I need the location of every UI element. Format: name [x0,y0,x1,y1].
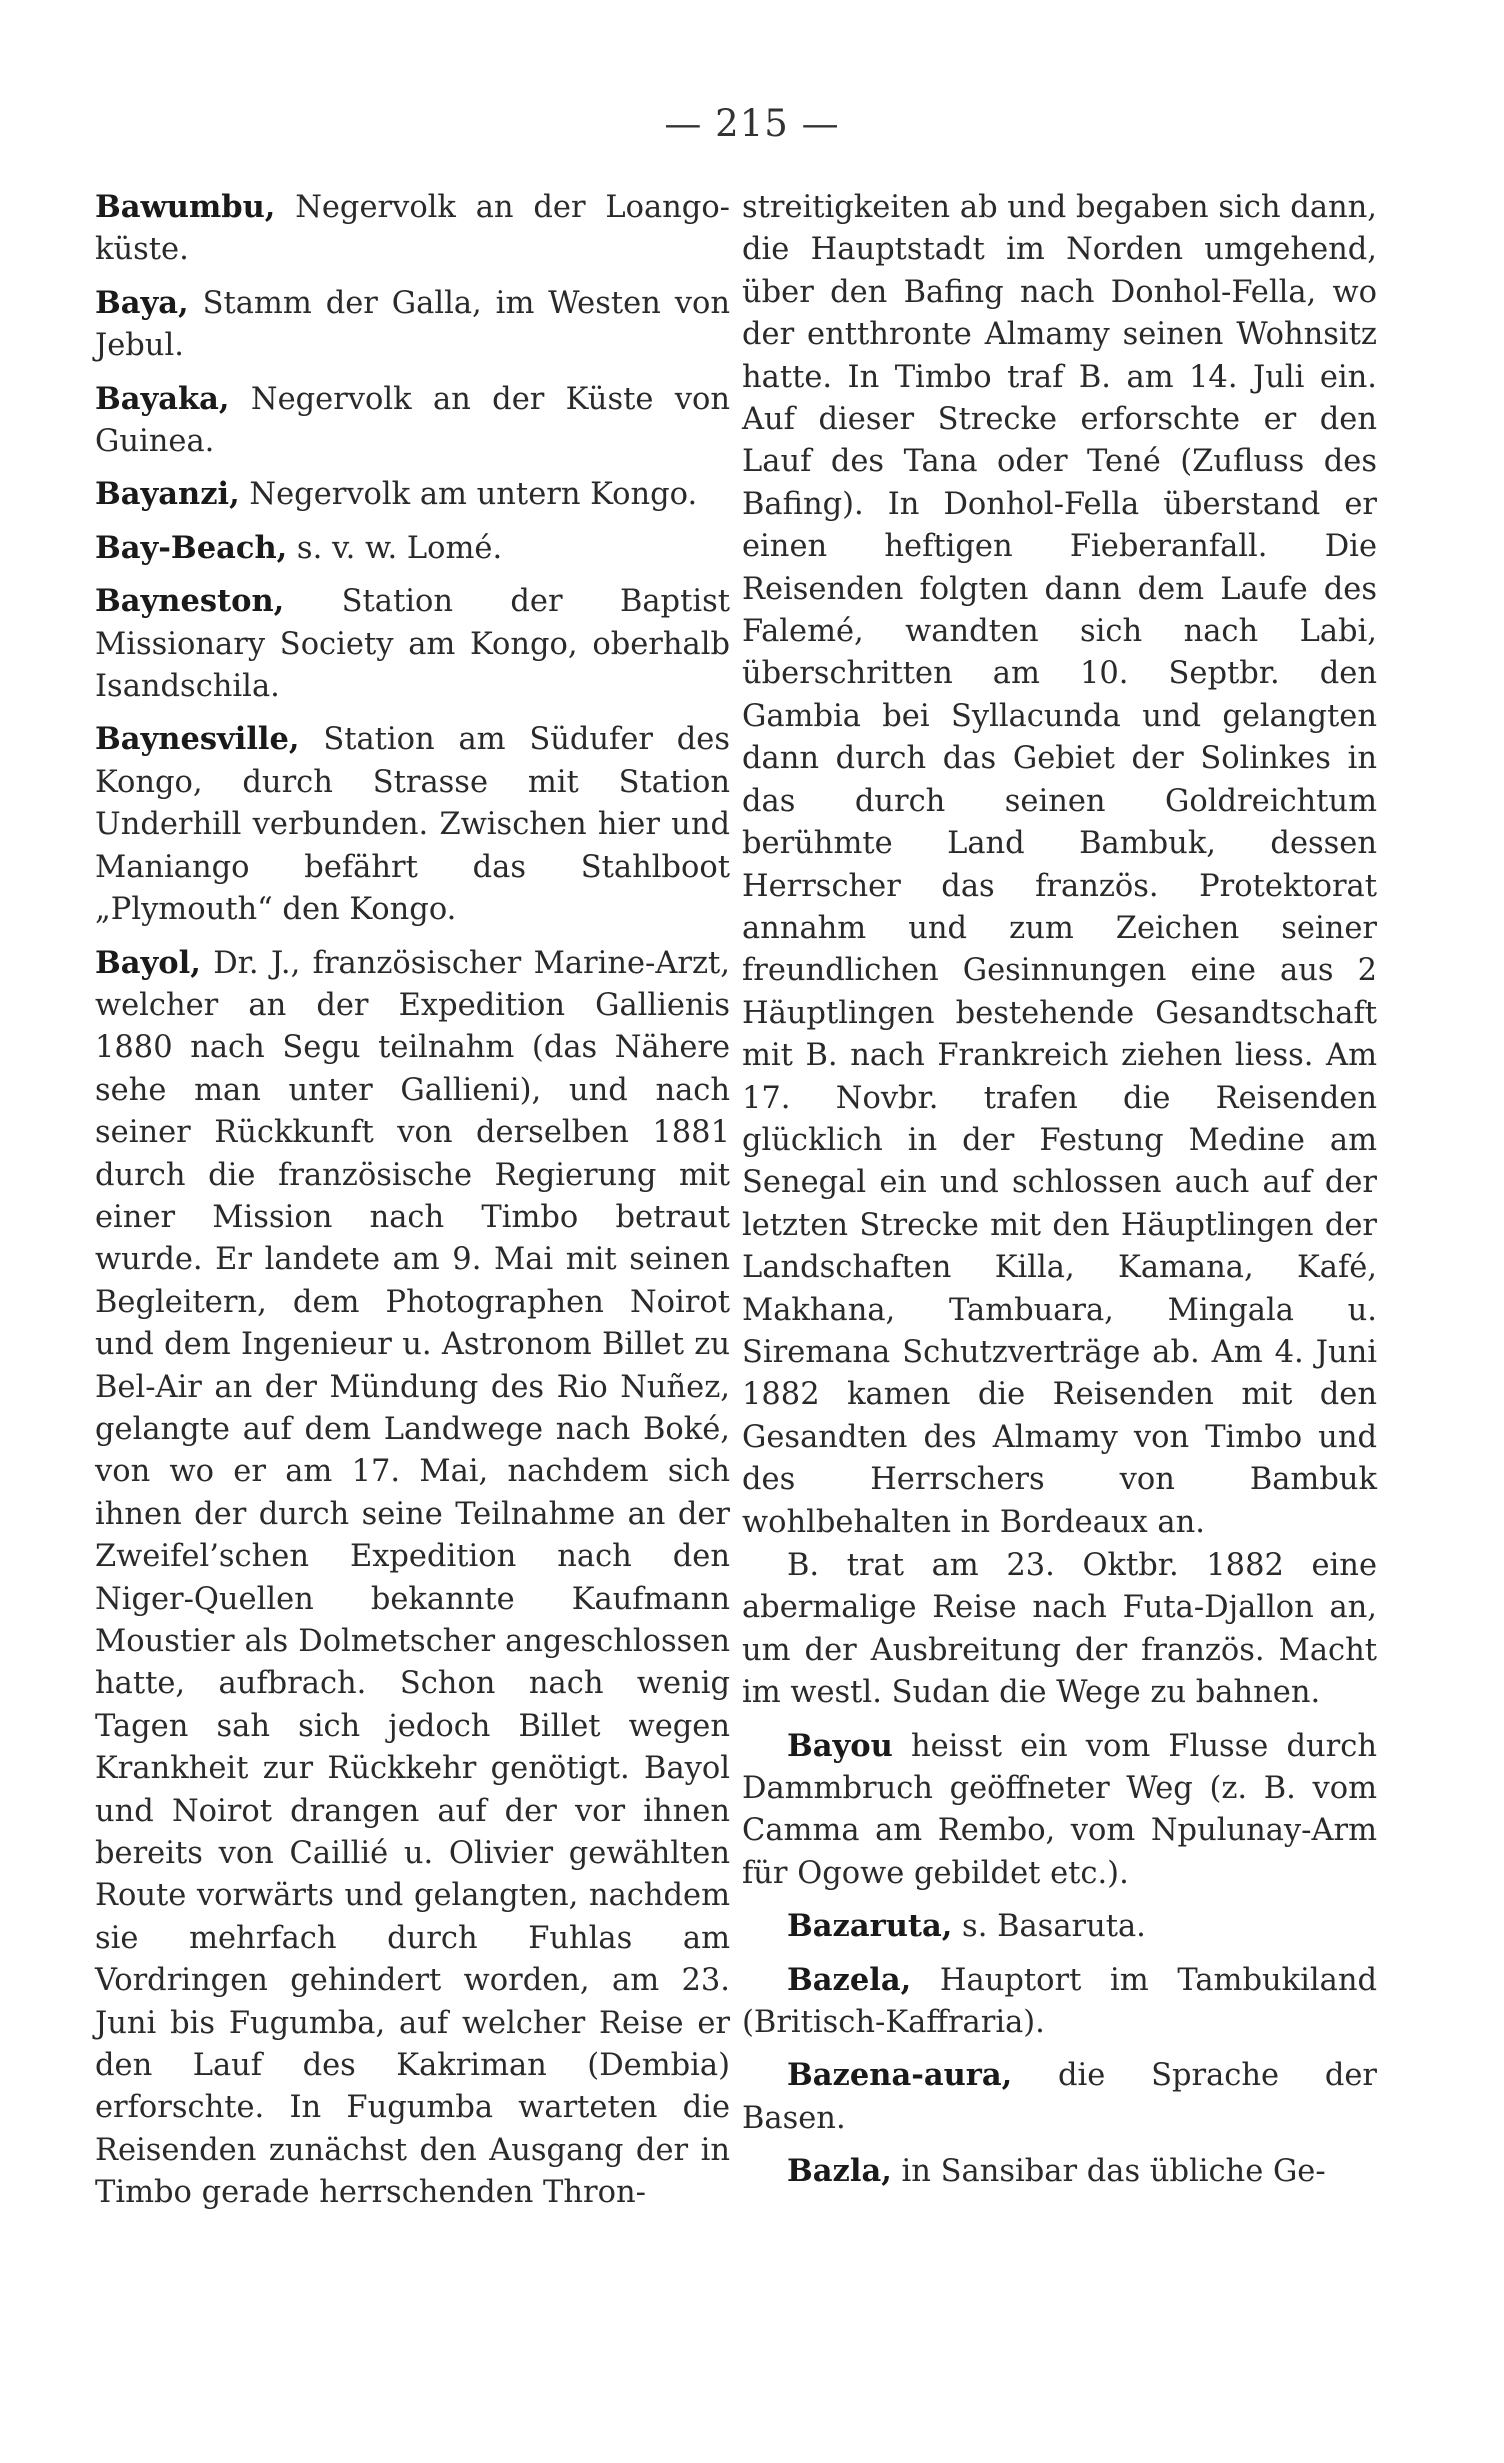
entry-headword: Bayol, [95,944,201,981]
entry-bazela [742,1959,1377,2045]
entry-headword: Baynesville, [95,721,300,758]
entry-bayol-continued [742,186,1377,1544]
entry-text: die Sprache der Basen. [742,2058,1377,2136]
left-column [95,186,730,2225]
entry-headword: Bayou [787,1727,893,1764]
entry-headword: Bayneston, [95,583,285,620]
entry-text: Negervolk am untern Kongo. [239,477,698,513]
entry-bazaruta [742,1905,1377,1948]
entry-headword: Baya, [95,284,189,321]
entry-bayol-paragraph [742,1544,1377,1715]
entry-text: Negervolk an der Loango-küste. [95,190,730,268]
entry-bayol [95,942,730,2215]
entry-bay-beach [95,527,730,570]
entry-bazla [742,2150,1377,2193]
entry-text: Stamm der Galla, im Westen von Jebul. [95,285,730,364]
entry-headword: Bawumbu, [95,189,276,225]
entry-text: Station am Südufer des Kongo, durch Strasse mit Station Underhill verbunden. Zwischen hier und Maniango befährt das Stahlboot „Plymouth“ den Kongo. [95,722,730,928]
entry-text: B. trat am 23. Oktbr. 1882 eine abermalige Reise nach Futa-Djallon an, um der Ausbreitung der französ. Macht im westl. Sudan die Wege zu bahnen. [742,1548,1377,1711]
entry-baynesville [95,718,730,931]
entry-headword: Bazena-aura, [787,2057,1013,2094]
right-column [742,186,1377,2204]
entry-headword: Bazaruta, [787,1908,953,1945]
entry-text: s. v. w. Lomé. [287,530,503,566]
entry-bayaka [95,378,730,464]
entry-bawumbu [95,186,730,272]
page-number: — 215 — [664,102,840,145]
entry-text: in Sansibar das übliche Ge- [891,2154,1326,2190]
entry-headword: Bayanzi, [95,476,240,513]
entry-bayanzi [95,473,730,516]
entry-headword: Bazela, [787,1961,912,1998]
entry-text: Dr. J., französischer Marine-Arzt, welcher an der Expedition Gallienis 1880 nach Segu teilnahm (das Nähere sehe man unter Gallieni), und nach seiner Rückkunft von derselben 1881 durch die französische Regierung mit einer Mission nach Timbo betraut wurde. Er landete am 9. Mai mit seinen Begleitern, dem Photographen Noirot und dem Ingenieur u. Astronom Billet zu Bel-Air an der Mündung des Rio Nuñez, gelangte auf dem Landwege nach Boké, von wo er am 17. Mai, nachdem sich ihnen der durch seine Teilnahme an der Zweifel’schen Expedition nach den Niger-Quellen bekannte Kaufmann Moustier als Dolmetscher angeschlossen hatte, aufbrach. Schon nach wenig Tagen sah sich jedoch Billet wegen Krankheit zur Rückkehr genötigt. Bayol und Noirot drangen auf der vor ihnen bereits von Caillié u. Olivier gewählten Route vorwärts und gelangten, nachdem sie mehrfach durch Fuhlas am Vordringen gehindert worden, am 23. Juni bis Fugumba, auf welcher Reise er den Lauf des Kakriman (Dembia) erforschte. In Fugumba warteten die Reisenden zunächst den Ausgang der in Timbo gerade herrschenden Thron- [95,945,730,2211]
entry-text: heisst ein vom Flusse durch Dammbruch geöffneter Weg (z. B. vom Camma am Rembo, vom Npulunay-Arm für Ogowe gebildet etc.). [742,1728,1377,1891]
entry-bayneston [95,580,730,708]
entry-headword: Bay-Beach, [95,529,288,566]
entry-headword: Bazla, [787,2153,892,2190]
entry-baya [95,282,730,368]
entry-bazena-aura [742,2054,1377,2140]
entry-text: s. Basaruta. [952,1909,1146,1945]
entry-text: streitigkeiten ab und begaben sich dann, die Hauptstadt im Norden umgehend, über den Bafing nach Donhol-Fella, wo der entthronte Almamy seinen Wohnsitz hatte. In Timbo traf B. am 14. Juli ein. Auf dieser Strecke erforschte er den Lauf des Tana oder Tené (Zufluss des Bafing). In Donhol-Fella überstand er einen heftigen Fieberanfall. Die Reisenden folgten dann dem Laufe des Falemé, wandten sich nach Labi, überschritten am 10. Septbr. den Gambia bei Syllacunda und gelangten dann durch das Gebiet der Solinkes in das durch seinen Goldreichtum berühmte Land Bambuk, dessen Herrscher das französ. Protektorat annahm und zum Zeichen seiner freundlichen Gesinnungen eine aus 2 Häuptlingen bestehende Gesandtschaft mit B. nach Frankreich ziehen liess. Am 17. Novbr. trafen die Reisenden glücklich in der Festung Medine am Senegal ein und schlossen auch auf der letzten Strecke mit den Häuptlingen der Landschaften Killa, Kamana, Kafé, Makhana, Tambuara, Mingala u. Siremana Schutzverträge ab. Am 4. Juni 1882 kamen die Reisenden mit den Gesandten des Almamy von Timbo und des Herrschers von Bambuk wohlbehalten in Bordeaux an. [742,190,1377,1540]
entry-text: Negervolk an der Küste von Guinea. [95,381,730,460]
entry-headword: Bayaka, [95,380,230,417]
entry-text: Station der Baptist Missionary Society am Kongo, oberhalb Isandschila. [95,584,730,705]
entry-text: Hauptort im Tambukiland (Britisch-Kaffraria). [742,1962,1377,2041]
entry-bayou [742,1725,1377,1896]
